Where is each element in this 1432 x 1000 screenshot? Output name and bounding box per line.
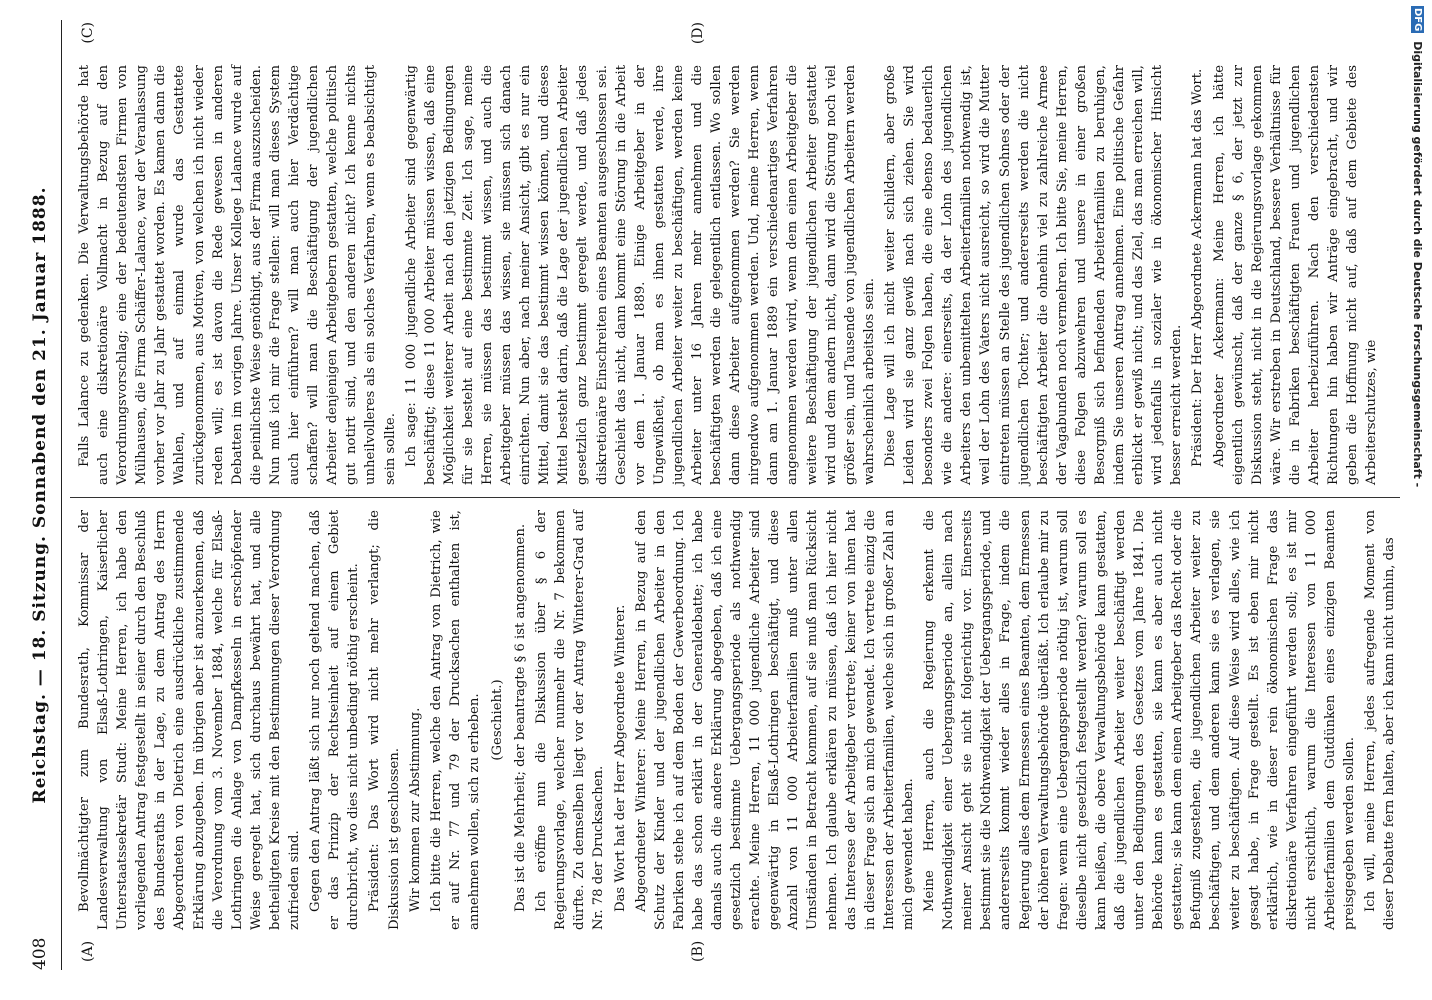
dfg-logo-icon: DFG bbox=[1412, 8, 1423, 32]
paragraph: Das Wort hat der Herr Abgeordnete Winterer. bbox=[612, 604, 628, 912]
margin-marker-c: (C) bbox=[80, 22, 96, 44]
paragraph: Bevollmächtigter zum Bundesrath, Kommissar der Landesverwaltung von Elsaß-Lothringen, Kaiserlicher Unterstaatssekretär Studt: Meine Herren, ich habe den vorliegenden Antrag festgestellt in seiner durch den Beschluß des Bundesraths in der Lage, zu dem Antrag des Herrn Abgeordneten von Dietrich eine ausdrückliche zustimmende Erklärung abzugeben. Im übrigen aber ist anzuerkennen, daß die Verordnung vom 3. November 1884, welche für Elsaß-Lothringen die Anlage von Dampfkesseln in erschöpfender Weise geregelt hat, sich durchaus bewährt hat, und alle betheiligten Kreise mit den Bestimmungen dieser Verordnung zufrieden sind. bbox=[77, 510, 303, 930]
watermark bbox=[1406, 0, 1426, 1000]
right-column bbox=[75, 65, 1395, 485]
paragraph: Das ist die Mehrheit; der beantragte § 6 ist angenommen. bbox=[513, 523, 529, 912]
paragraph: Wir kommen zur Abstimmung. bbox=[407, 707, 423, 912]
paragraph: Abgeordneter Ackermann: Meine Herren, ich hätte eigentlich gewünscht, daß der ganze § 6, der jetzt zur Diskussion steht, nicht in die Regierungsvorlage gekommen wäre. Wir erstreben in Deutschland, bessere Verhältnisse für die in Fabriken beschäftigten Frauen und jugendlichen Arbeiter herbeizuführen. Nach den verschiedensten Richtungen hin haben wir Anträge eingebracht, und wir geben die Hoffnung nicht auf, daß auf dem Gebiete des Arbeiterschutzes, wie bbox=[1211, 65, 1380, 485]
margin-marker-b: (B) bbox=[690, 940, 706, 962]
page-header bbox=[22, 20, 62, 970]
header-rule bbox=[61, 20, 62, 970]
paragraph: Gegen den Antrag läßt sich nur noch geltend machen, daß er das Prinzip der Rechtseinheit auf einem Gebiet durchbricht, wo dies nicht unbedingt nöthig erscheint. bbox=[308, 510, 362, 930]
margin-marker-a: (A) bbox=[80, 940, 96, 962]
running-title: Reichstag. — 18. Sitzung. Sonnabend den 21. Januar 1888. bbox=[30, 186, 50, 804]
page-number: 408 bbox=[30, 937, 50, 970]
margin-marker-d: (D) bbox=[690, 22, 706, 45]
paragraph: Präsident: Das Wort wird nicht mehr verlangt; die Diskussion ist geschlossen. bbox=[367, 510, 402, 930]
column-divider bbox=[70, 497, 1400, 498]
left-column bbox=[75, 510, 1398, 930]
paragraph: Diese Lage will ich nicht weiter schildern, aber große Leiden wird sie ganz gewiß nach sich ziehen. Sie wird besonders zwei Folgen haben, die eine ebenso bedauerlich wie die andere: einerseits, da der Lohn des jugendlichen Arbeiters den unbemittelten Arbeiterfamilien nothwendig ist, weil der Lohn des Vaters nicht ausreicht, so wird die Mutter eintreten müssen an Stelle des jugendlichen Sohnes oder der jugendlichen Tochter; und andererseits werden die nicht beschäftigten Arbeiter die ohnehin viel zu zahlreiche Armee der Vagabunden noch vermehren. Ich bitte Sie, meine Herren, diese Folgen abzuwehren und unsere in einer großen Besorgniß sich befindenden Arbeiterfamilien zu beruhigen, indem Sie unseren Antrag annehmen. Eine politische Gefahr erblickt er gewiß nicht; und das Ziel, das man erreichen will, wird jedenfalls in sozialer wie in ökonomischer Hinsicht besser erreicht werden. bbox=[882, 65, 1185, 485]
paragraph: Meine Herren, auch die Regierung erkennt die Nothwendigkeit einer Uebergangsperiode an, allein nach meiner Ansicht geht sie nicht folgerichtig vor. Einerseits bestimmt sie die Nothwendigkeit der Uebergangsperiode, und andererseits kommt wieder alles in Frage, indem die Regierung alles dem Ermessen eines Beamten, dem Ermessen der höheren Verwaltungsbehörde überläßt. Ich erlaube mir zu fragen: wenn eine Uebergangsperiode nöthig ist, warum soll dieselbe nicht gesetzlich festgestellt werden? warum soll es kann heißen, die obere Verwaltungsbehörde kann gestatten, daß die jugendlichen Arbeiter weiter beschäftigt werden unter den Bedingungen des Gesetzes vom Jahre 1841. Die Behörde kann es gestatten, sie kann es aber auch nicht gestatten; sie kann dem einen Arbeitgeber das Recht oder die Befugniß zugestehen, die jugendlichen Arbeiter weiter zu beschäftigen, und dem anderen kann sie es verlagen, sie weiter zu beschäftigen. Auf diese Weise wird alles, wie ich gesagt habe, in Frage gestellt. Es ist eben mir nicht erklärlich, wie in dieser rein ökonomischen Frage das diskretionäre Verfahren eingeführt werden soll; es ist mir nicht ersichtlich, warum die Interessen von 11 000 Arbeiterfamilien dem Gutdünken eines einzigen Beamten preisgegeben werden sollen. bbox=[922, 510, 1358, 930]
paragraph: Falls Lalance zu gedenken. Die Verwaltungsbehörde hat auch eine diskretionäre Vollmacht in Bezug auf den Verordnungsvorschlag; eine der bedeutendsten Firmen von Mülhausen, die Firma Schäffer-Lalance, war der Veranlassung vorher vor Jahr zu Jahr gestattet worden. Es kamen dann die Wahlen, und auf einmal wurde das Gestattete zurückgenommen, aus Motiven, von welchen ich nicht wieder reden will; es ist davon die Rede gewesen in anderen Debatten im vorigen Jahre. Unser Kollege Lalance wurde auf die peinlichste Weise genöthigt, aus der Firma auszuscheiden. Nun muß ich mir die Frage stellen: will man dieses System auch hier einführen? will man auch hier Verdächtige schaffen? will man die Beschäftigung der jugendlichen Arbeiter denjenigen Arbeitgebern gestatten, welche politisch gut notirt sind, und den anderen nicht? Ich kenne nichts unheilvolleres als ein solches Verfahren, wenn es beabsichtigt sein sollte. bbox=[77, 65, 398, 485]
paragraph: Abgeordneter Winterer: Meine Herren, in Bezug auf den Schutz der Kinder und der jugendlichen Arbeiter in den Fabriken stehe ich auf dem Boden der Gewerbeordnung. Ich habe das schon erklärt in der Generaldebatte; ich habe damals auch die andere Erklärung abgegeben, daß ich eine gesetzlich bestimmte Uebergangsperiode als nothwendig erachte. Meine Herren, 11 000 jugendliche Arbeiter sind gegenwärtig in Elsaß-Lothringen beschäftigt, und diese Anzahl von 11 000 Arbeiterfamilien muß unter allen Umständen in Betracht kommen, auf sie muß man Rücksicht nehmen. Ich glaube erklären zu müssen, daß ich hier nicht das Interesse der Arbeitgeber vertrete; keiner von ihnen hat in dieser Frage sich an mich gewendet. Ich vertrete einzig die Interessen der Arbeiterfamilien, welche sich in großer Zahl an mich gewendet haben. bbox=[633, 510, 916, 930]
paragraph: Präsident: Der Herr Abgeordnete Ackermann hat das Wort. bbox=[1190, 68, 1206, 467]
paragraph: (Geschieht.) bbox=[489, 679, 505, 761]
paragraph: Ich will, meine Herren, jedes aufregende Moment von dieser Debatte fern halten, aber ich kann nicht umhin, das bbox=[1363, 510, 1398, 930]
watermark-text: Digitalisierung gefördert durch die Deutsche Forschungsgemeinschaft - bbox=[1411, 41, 1424, 488]
paragraph: Ich sage: 11 000 jugendliche Arbeiter sind gegenwärtig beschäftigt; diese 11 000 Arbeiter müssen wissen, daß eine Möglichkeit weiterer Arbeit nach den jetzigen Bedingungen für sie besteht auf eine bestimmte Zeit. Ich sage, meine Herren, sie müssen das bestimmt wissen, und auch die Arbeitgeber müssen das wissen, sie müssen sich danach einrichten. Nun aber, nach meiner Ansicht, gibt es nur ein Mittel, damit sie das bestimmt wissen können, und dieses Mittel besteht darin, daß die Lage der jugendlichen Arbeiter gesetzlich ganz bestimmt geregelt werde, und daß jedes diskretionäre Einschreiten eines Beamten ausgeschlossen sei. Geschieht das nicht, dann kommt eine Störung in die Arbeit vor dem 1. Januar 1889. Einige Arbeitgeber in der Ungewißheit, ob man es ihnen gestatten werde, ihre jugendlichen Arbeiter weiter zu beschäftigen, werden keine Arbeiter unter 16 Jahren mehr annehmen und die beschäftigten werden die gelegentlich entlassen. Wo sollen dann diese Arbeiter aufgenommen werden? Sie werden nirgendwo aufgenommen werden. Und, meine Herren, wenn dann am 1. Januar 1889 ein verschiedenartiges Verfahren angenommen werden wird, wenn dem einen Arbeitgeber die weitere Beschäftigung der jugendlichen Arbeiter gestattet wird und dem andern nicht, dann wird die Störung noch viel größer sein, und Tausende von jugendlichen Arbeitern werden wahrscheinlich arbeitslos sein. bbox=[403, 65, 877, 485]
paragraph: Ich bitte die Herren, welche den Antrag von Dietrich, wie er auf Nr. 77 und 79 der Drucksachen enthalten ist, annehmen wollen, sich zu erheben. bbox=[428, 510, 482, 930]
paragraph: Ich eröffne nun die Diskussion über § 6 der Regierungsvorlage, welcher nunmehr die Nr. 7 bekommen dürfte. Zu demselben liegt vor der Antrag Winterer-Grad auf Nr. 78 der Drucksachen. bbox=[534, 510, 607, 930]
